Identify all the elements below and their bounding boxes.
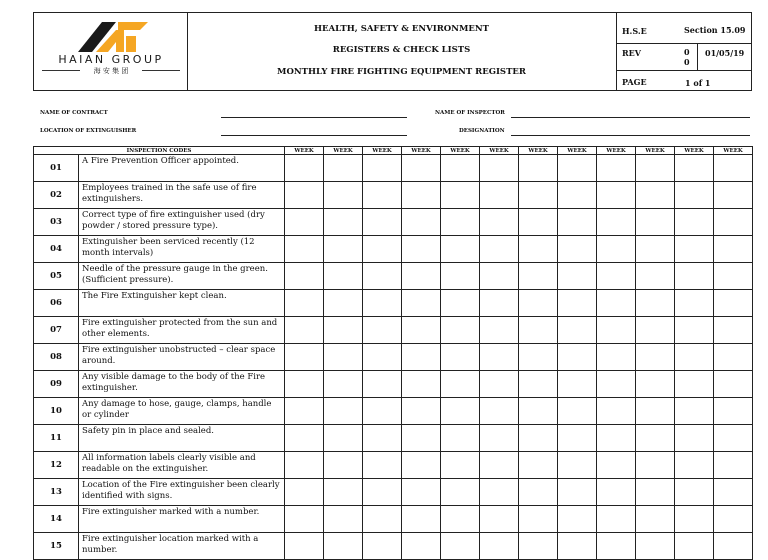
table-row (34, 533, 753, 560)
week-cell[interactable] (714, 209, 753, 236)
table-row (34, 182, 753, 209)
week-cell[interactable] (558, 209, 597, 236)
week-cell[interactable] (324, 344, 363, 371)
row-description: A Fire Prevention Officer appointed. (79, 155, 285, 182)
week-cell[interactable] (441, 344, 480, 371)
week-cell[interactable] (402, 263, 441, 290)
week-cell[interactable] (480, 155, 519, 182)
row-description: Location of the Fire extinguisher been clearly identified with signs. (79, 479, 285, 506)
week-cell[interactable] (636, 182, 675, 209)
week-cell[interactable] (597, 452, 636, 479)
week-cell[interactable] (558, 290, 597, 317)
week-cell[interactable] (714, 371, 753, 398)
week-cell[interactable] (441, 155, 480, 182)
title-line-1: HEALTH, SAFETY & ENVIRONMENT (314, 24, 489, 34)
week-cell[interactable] (558, 506, 597, 533)
week-cell[interactable] (441, 317, 480, 344)
week-cell[interactable] (519, 236, 558, 263)
logo-subtitle: 海 安 集 团 (93, 67, 129, 75)
week-cell[interactable] (558, 479, 597, 506)
week-header: WEEK (285, 147, 324, 155)
week-header: WEEK (519, 147, 558, 155)
week-cell[interactable] (363, 479, 402, 506)
table-row (34, 479, 753, 506)
row-description: Extinguisher been serviced recently (12 month intervals) (79, 236, 285, 263)
week-cell[interactable] (363, 209, 402, 236)
week-cell[interactable] (441, 371, 480, 398)
week-cell[interactable] (480, 236, 519, 263)
week-cell[interactable] (675, 290, 714, 317)
rev-label: REV (622, 48, 641, 58)
week-cell[interactable] (363, 236, 402, 263)
week-cell[interactable] (402, 506, 441, 533)
week-cell[interactable] (636, 533, 675, 560)
week-cell[interactable] (636, 479, 675, 506)
week-header: WEEK (324, 147, 363, 155)
row-number: 11 (34, 425, 79, 452)
week-header: WEEK (558, 147, 597, 155)
week-cell[interactable] (597, 182, 636, 209)
week-cell[interactable] (441, 506, 480, 533)
week-cell[interactable] (441, 290, 480, 317)
week-cell[interactable] (285, 371, 324, 398)
week-cell[interactable] (597, 425, 636, 452)
week-cell[interactable] (285, 479, 324, 506)
week-cell[interactable] (714, 533, 753, 560)
row-description: Employees trained in the safe use of fire extinguishers. (79, 182, 285, 209)
week-header: WEEK (480, 147, 519, 155)
row-description: Fire extinguisher protected from the sun and other elements. (79, 317, 285, 344)
week-header: WEEK (441, 147, 480, 155)
week-cell[interactable] (285, 452, 324, 479)
week-cell[interactable] (558, 398, 597, 425)
row-number: 06 (34, 290, 79, 317)
contract-label: NAME OF CONTRACT (40, 110, 108, 116)
rev-date: 01/05/19 (705, 48, 745, 58)
week-cell[interactable] (675, 317, 714, 344)
table-row (34, 452, 753, 479)
meta-row-page (616, 71, 751, 90)
week-cell[interactable] (675, 263, 714, 290)
week-cell[interactable] (519, 398, 558, 425)
week-cell[interactable] (441, 263, 480, 290)
row-number: 07 (34, 317, 79, 344)
logo-rule-right (142, 70, 180, 71)
week-cell[interactable] (636, 506, 675, 533)
week-cell[interactable] (597, 398, 636, 425)
week-cell[interactable] (363, 155, 402, 182)
week-header: WEEK (402, 147, 441, 155)
row-description: All information labels clearly visible and readable on the extinguisher. (79, 452, 285, 479)
row-number: 01 (34, 155, 79, 182)
week-cell[interactable] (363, 371, 402, 398)
week-cell[interactable] (636, 371, 675, 398)
row-description: Any damage to hose, gauge, clamps, handle or cylinder (79, 398, 285, 425)
week-cell[interactable] (558, 425, 597, 452)
title-line-3: MONTHLY FIRE FIGHTING EQUIPMENT REGISTER (277, 67, 526, 77)
week-cell[interactable] (519, 155, 558, 182)
week-cell[interactable] (597, 344, 636, 371)
week-cell[interactable] (519, 290, 558, 317)
logo-cell (34, 13, 188, 90)
week-cell[interactable] (441, 236, 480, 263)
week-cell[interactable] (636, 452, 675, 479)
week-cell[interactable] (441, 425, 480, 452)
week-cell[interactable] (714, 155, 753, 182)
title-line-2: REGISTERS & CHECK LISTS (332, 45, 471, 55)
week-cell[interactable] (480, 290, 519, 317)
week-cell[interactable] (324, 209, 363, 236)
table-row (34, 425, 753, 452)
row-number: 10 (34, 398, 79, 425)
week-cell[interactable] (558, 533, 597, 560)
week-cell[interactable] (480, 182, 519, 209)
week-cell[interactable] (558, 371, 597, 398)
week-cell[interactable] (285, 236, 324, 263)
week-cell[interactable] (636, 344, 675, 371)
table-row (34, 317, 753, 344)
week-cell[interactable] (714, 398, 753, 425)
week-cell[interactable] (480, 452, 519, 479)
contract-line[interactable] (221, 117, 407, 118)
designation-line[interactable] (511, 135, 750, 136)
location-line[interactable] (221, 135, 407, 136)
week-cell[interactable] (441, 452, 480, 479)
row-number: 12 (34, 452, 79, 479)
week-cell[interactable] (519, 533, 558, 560)
week-cell[interactable] (519, 479, 558, 506)
week-header: WEEK (714, 147, 753, 155)
week-cell[interactable] (519, 317, 558, 344)
week-cell[interactable] (597, 371, 636, 398)
table-row (34, 263, 753, 290)
week-cell[interactable] (519, 452, 558, 479)
logo-name: HAIAN GROUP (58, 53, 164, 66)
week-cell[interactable] (402, 479, 441, 506)
week-cell[interactable] (480, 533, 519, 560)
designation-label: DESIGNATION (459, 128, 505, 134)
week-cell[interactable] (363, 263, 402, 290)
week-cell[interactable] (519, 209, 558, 236)
row-number: 03 (34, 209, 79, 236)
week-cell[interactable] (363, 452, 402, 479)
table-header-row (34, 147, 753, 155)
row-number: 13 (34, 479, 79, 506)
row-number: 09 (34, 371, 79, 398)
week-cell[interactable] (285, 533, 324, 560)
row-description: Needle of the pressure gauge in the green. (Sufficient pressure). (79, 263, 285, 290)
title-cell (187, 13, 617, 90)
week-cell[interactable] (636, 236, 675, 263)
week-cell[interactable] (714, 344, 753, 371)
week-cell[interactable] (285, 317, 324, 344)
week-cell[interactable] (636, 155, 675, 182)
week-cell[interactable] (441, 398, 480, 425)
week-cell[interactable] (441, 479, 480, 506)
week-cell[interactable] (285, 506, 324, 533)
week-cell[interactable] (441, 209, 480, 236)
week-cell[interactable] (558, 236, 597, 263)
week-cell[interactable] (558, 182, 597, 209)
week-cell[interactable] (519, 263, 558, 290)
row-description: The Fire Extinguisher kept clean. (79, 290, 285, 317)
week-cell[interactable] (480, 506, 519, 533)
row-description: Fire extinguisher unobstructed – clear space around. (79, 344, 285, 371)
week-cell[interactable] (285, 263, 324, 290)
week-cell[interactable] (285, 209, 324, 236)
week-cell[interactable] (324, 182, 363, 209)
table-row (34, 155, 753, 182)
document-header (33, 12, 752, 91)
week-cell[interactable] (714, 236, 753, 263)
week-cell[interactable] (285, 290, 324, 317)
week-cell[interactable] (441, 533, 480, 560)
week-cell[interactable] (597, 263, 636, 290)
week-cell[interactable] (675, 236, 714, 263)
row-number: 15 (34, 533, 79, 560)
week-cell[interactable] (675, 452, 714, 479)
table-row (34, 506, 753, 533)
week-header: WEEK (636, 147, 675, 155)
section-number: Section 15.09 (684, 25, 746, 35)
week-cell[interactable] (714, 290, 753, 317)
week-cell[interactable] (714, 263, 753, 290)
table-row (34, 398, 753, 425)
week-cell[interactable] (480, 479, 519, 506)
week-cell[interactable] (324, 398, 363, 425)
week-cell[interactable] (402, 533, 441, 560)
week-cell[interactable] (519, 506, 558, 533)
week-cell[interactable] (324, 533, 363, 560)
week-cell[interactable] (675, 371, 714, 398)
week-cell[interactable] (480, 317, 519, 344)
week-cell[interactable] (402, 236, 441, 263)
week-cell[interactable] (558, 344, 597, 371)
week-cell[interactable] (597, 506, 636, 533)
week-cell[interactable] (324, 236, 363, 263)
week-cell[interactable] (675, 398, 714, 425)
inspection-table (33, 146, 753, 560)
week-cell[interactable] (558, 155, 597, 182)
week-cell[interactable] (402, 398, 441, 425)
week-cell[interactable] (675, 425, 714, 452)
week-cell[interactable] (480, 209, 519, 236)
week-cell[interactable] (285, 182, 324, 209)
week-cell[interactable] (324, 317, 363, 344)
page-value: 1 of 1 (685, 78, 711, 88)
row-number: 08 (34, 344, 79, 371)
row-number: 04 (34, 236, 79, 263)
week-cell[interactable] (402, 371, 441, 398)
code-header: INSPECTION CODES (34, 147, 285, 155)
week-cell[interactable] (402, 155, 441, 182)
row-number: 02 (34, 182, 79, 209)
week-cell[interactable] (363, 533, 402, 560)
week-cell[interactable] (675, 155, 714, 182)
week-cell[interactable] (558, 317, 597, 344)
rev-value-1: 0 (684, 47, 690, 57)
week-cell[interactable] (363, 317, 402, 344)
week-cell[interactable] (363, 290, 402, 317)
week-cell[interactable] (363, 425, 402, 452)
week-cell[interactable] (636, 263, 675, 290)
week-cell[interactable] (714, 182, 753, 209)
week-cell[interactable] (324, 155, 363, 182)
week-cell[interactable] (363, 506, 402, 533)
row-description: Any visible damage to the body of the Fire extinguisher. (79, 371, 285, 398)
week-cell[interactable] (324, 371, 363, 398)
week-cell[interactable] (636, 398, 675, 425)
week-cell[interactable] (285, 155, 324, 182)
week-cell[interactable] (636, 209, 675, 236)
table-row (34, 371, 753, 398)
table-row (34, 236, 753, 263)
row-description: Fire extinguisher location marked with a number. (79, 533, 285, 560)
week-cell[interactable] (519, 371, 558, 398)
table-body (34, 155, 753, 560)
week-cell[interactable] (402, 425, 441, 452)
week-cell[interactable] (597, 290, 636, 317)
week-cell[interactable] (285, 344, 324, 371)
week-cell[interactable] (597, 479, 636, 506)
week-cell[interactable] (363, 182, 402, 209)
table-row (34, 344, 753, 371)
week-cell[interactable] (441, 182, 480, 209)
week-cell[interactable] (480, 263, 519, 290)
table-row (34, 209, 753, 236)
week-cell[interactable] (675, 344, 714, 371)
location-label: LOCATION OF EXTINGUISHER (40, 128, 137, 134)
week-cell[interactable] (597, 533, 636, 560)
week-cell[interactable] (324, 263, 363, 290)
week-cell[interactable] (636, 317, 675, 344)
week-cell[interactable] (597, 236, 636, 263)
week-cell[interactable] (675, 506, 714, 533)
rev-value-2: 0 (684, 57, 690, 67)
week-cell[interactable] (558, 452, 597, 479)
week-header: WEEK (363, 147, 402, 155)
week-header: WEEK (675, 147, 714, 155)
row-description: Correct type of fire extinguisher used (dry powder / stored pressure type). (79, 209, 285, 236)
table-row (34, 290, 753, 317)
week-cell[interactable] (714, 317, 753, 344)
week-cell[interactable] (324, 506, 363, 533)
week-cell[interactable] (714, 506, 753, 533)
week-cell[interactable] (675, 533, 714, 560)
week-header: WEEK (597, 147, 636, 155)
week-cell[interactable] (636, 425, 675, 452)
week-cell[interactable] (324, 290, 363, 317)
row-number: 05 (34, 263, 79, 290)
week-cell[interactable] (324, 452, 363, 479)
week-cell[interactable] (324, 479, 363, 506)
week-cell[interactable] (480, 344, 519, 371)
row-number: 14 (34, 506, 79, 533)
week-cell[interactable] (519, 182, 558, 209)
week-cell[interactable] (285, 398, 324, 425)
week-cell[interactable] (558, 263, 597, 290)
week-cell[interactable] (480, 398, 519, 425)
week-cell[interactable] (675, 182, 714, 209)
meta-row-rev (616, 44, 751, 71)
week-cell[interactable] (402, 209, 441, 236)
week-cell[interactable] (285, 425, 324, 452)
week-cell[interactable] (714, 425, 753, 452)
week-cell[interactable] (714, 452, 753, 479)
week-cell[interactable] (519, 425, 558, 452)
week-cell[interactable] (363, 398, 402, 425)
week-cell[interactable] (402, 452, 441, 479)
week-cell[interactable] (402, 317, 441, 344)
week-cell[interactable] (480, 425, 519, 452)
rev-divider (697, 44, 698, 71)
haian-logo-icon (72, 18, 152, 54)
week-cell[interactable] (597, 209, 636, 236)
week-cell[interactable] (363, 344, 402, 371)
week-cell[interactable] (675, 479, 714, 506)
week-cell[interactable] (597, 155, 636, 182)
inspector-line[interactable] (511, 117, 750, 118)
hse-label: H.S.E (622, 26, 647, 36)
page-label: PAGE (622, 77, 647, 87)
week-cell[interactable] (402, 290, 441, 317)
row-description: Fire extinguisher marked with a number. (79, 506, 285, 533)
inspector-label: NAME OF INSPECTOR (435, 110, 505, 116)
row-description: Safety pin in place and sealed. (79, 425, 285, 452)
week-cell[interactable] (402, 182, 441, 209)
week-cell[interactable] (675, 209, 714, 236)
week-cell[interactable] (402, 344, 441, 371)
meta-row-hse (616, 13, 751, 44)
week-cell[interactable] (324, 425, 363, 452)
week-cell[interactable] (519, 344, 558, 371)
week-cell[interactable] (480, 371, 519, 398)
week-cell[interactable] (597, 317, 636, 344)
week-cell[interactable] (714, 479, 753, 506)
week-cell[interactable] (636, 290, 675, 317)
meta-cell (616, 13, 751, 90)
